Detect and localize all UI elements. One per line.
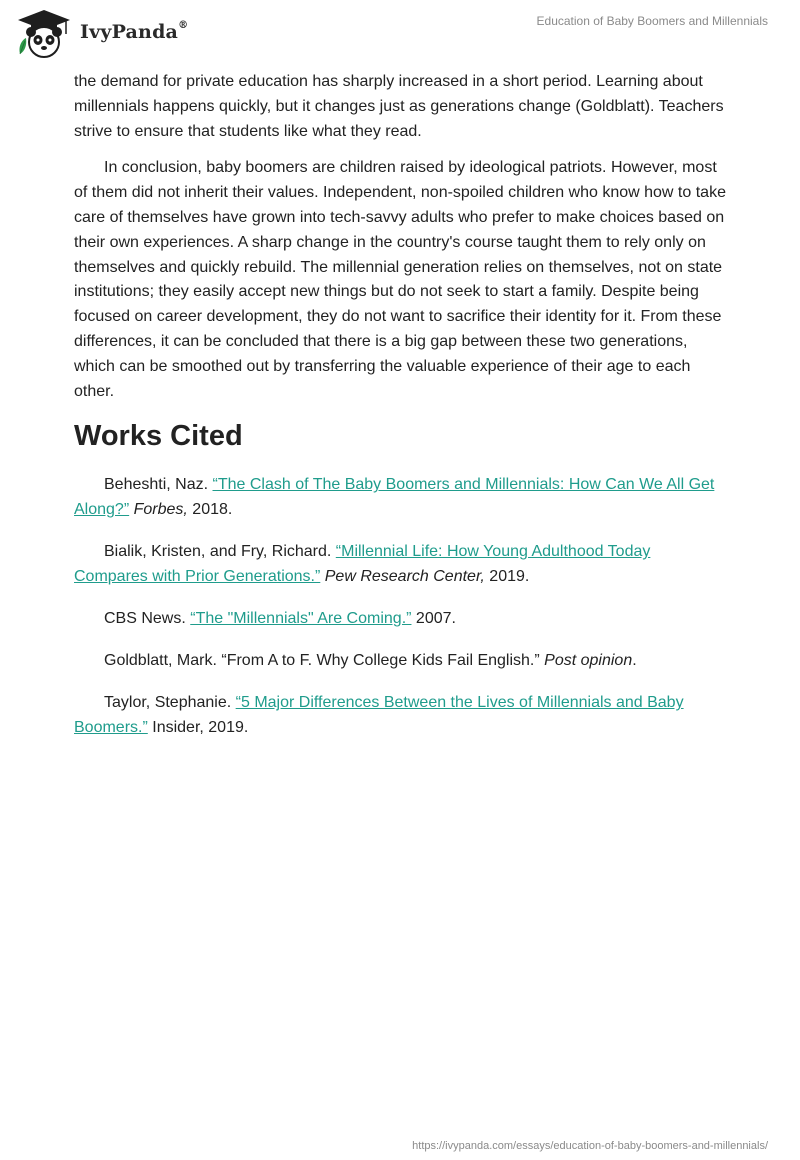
reference-item bbox=[74, 690, 726, 740]
reference-author: Taylor, Stephanie. bbox=[104, 694, 236, 712]
reference-tail: Insider, 2019. bbox=[147, 719, 249, 737]
panda-logo-icon[interactable] bbox=[14, 8, 74, 60]
reference-author: CBS News. bbox=[104, 610, 191, 628]
reference-link[interactable]: “The Clash of The Baby Boomers and Millennials: How Can We All Get Along?” bbox=[74, 476, 715, 519]
footer-url: https://ivypanda.com/essays/education-of-baby-boomers-and-millennials/ bbox=[412, 1140, 768, 1152]
reference-tail: 2019. bbox=[484, 568, 530, 586]
paragraph: the demand for private education has sharply increased in a short period. Learning about millennials happens quickly, but it changes just as generations change (Goldblatt). Teachers strive to ensure that students like what they read. bbox=[74, 73, 724, 140]
brand-text: IvyPanda bbox=[80, 21, 179, 43]
reference-tail: 2007. bbox=[411, 610, 456, 628]
reference-tail: 2018. bbox=[187, 501, 233, 519]
registered-mark: ® bbox=[178, 19, 189, 31]
reference-author: Goldblatt, Mark. “From A to F. Why College Kids Fail English.” bbox=[104, 652, 545, 670]
reference-author: Beheshti, Naz. bbox=[104, 476, 213, 494]
page-header bbox=[0, 0, 800, 70]
essay-content bbox=[74, 70, 726, 757]
brand-name[interactable] bbox=[80, 21, 188, 43]
reference-source: Pew Research Center, bbox=[320, 568, 485, 586]
reference-source: Forbes, bbox=[129, 501, 188, 519]
reference-link[interactable]: “5 Major Differences Between the Lives of Millennials and Baby Boomers.” bbox=[74, 694, 684, 737]
reference-tail: . bbox=[632, 652, 637, 670]
document-title: Education of Baby Boomers and Millennials bbox=[536, 14, 768, 28]
reference-source: Post opinion bbox=[544, 652, 633, 670]
reference-item bbox=[74, 472, 726, 522]
works-cited-heading: Works Cited bbox=[74, 420, 243, 453]
paragraph-conclusion: In conclusion, baby boomers are children raised by ideological patriots. However, most of them did not inherit their values. Independent, non-spoiled children who know how to take care of themselves have grown into tech-savvy adults who prefer to make choices based on their own experiences. A sharp change in the country's course taught them to rely only on themselves and quickly rebuild. The millennial generation relies on themselves, not on state institutions; they easily accept new things but do not seek to start a family. Despite being focused on career development, they do not want to sacrifice their identity for it. From these differences, it can be concluded that there is a big gap between these two generations, which can be smoothed out by transferring the valuable experience of their age to each other. bbox=[74, 159, 726, 400]
reference-item bbox=[74, 539, 726, 589]
reference-author: Bialik, Kristen, and Fry, Richard. bbox=[104, 543, 336, 561]
reference-link[interactable]: “The "Millennials" Are Coming.” bbox=[190, 610, 412, 628]
reference-item bbox=[74, 606, 726, 631]
reference-item bbox=[74, 648, 726, 673]
reference-link[interactable]: “Millennial Life: How Young Adulthood Today Compares with Prior Generations.” bbox=[74, 543, 651, 586]
